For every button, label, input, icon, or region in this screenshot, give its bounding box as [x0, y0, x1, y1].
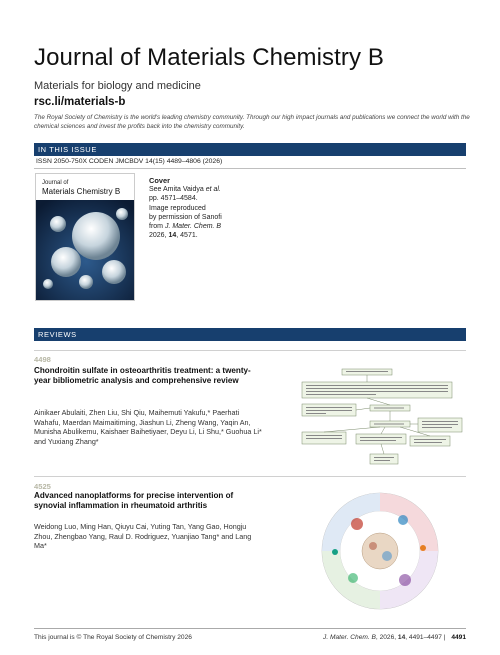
- cover-image: [35, 173, 135, 301]
- cover-credit-line2: by permission of Sanofi: [149, 213, 222, 221]
- article-title[interactable]: Advanced nanoplatforms for precise intervention of synovial inflammation in rheumatoid arthritis: [34, 491, 234, 511]
- divider: [34, 350, 466, 351]
- article-authors: Weidong Luo, Ming Han, Qiuyu Cai, Yuting Tan, Yang Gao, Hongju Zhou, Zhengbao Yang, Raul D. Rodriguez, Yuanjiao Tang* and Lang Ma*: [34, 522, 252, 551]
- graphical-abstract-flowchart: [300, 368, 465, 470]
- divider: [34, 168, 466, 169]
- cover-pages: pp. 4571–4584.: [149, 195, 198, 203]
- article-title[interactable]: Chondroitin sulfate in osteoarthritis treatment: a twenty-year bibliometric analysis and comprehensive review: [34, 366, 251, 386]
- flowchart-box: [410, 436, 450, 446]
- cover-see-line: See Amita Vaidya et al.: [149, 186, 221, 194]
- cover-citation-volume: 2026, 14, 4571.: [149, 232, 198, 240]
- cover-caption: [149, 176, 259, 240]
- cover-title-line2: Materials Chemistry B: [42, 187, 121, 196]
- cover-heading: Cover: [149, 176, 170, 185]
- journal-subtitle: Materials for biology and medicine: [34, 80, 201, 92]
- cover-citation: from J. Mater. Chem. B: [149, 223, 222, 231]
- article-page-number[interactable]: 4525: [34, 482, 51, 491]
- issn-line: ISSN 2050-750X CODEN JMCBDV 14(15) 4489–4806 (2026): [36, 158, 223, 165]
- footer-copyright: This journal is © The Royal Society of Chemistry 2026: [34, 634, 192, 641]
- reviews-bar: REVIEWS: [34, 328, 466, 341]
- flowchart-box: [370, 454, 398, 464]
- cover-title-line1: Journal of: [42, 180, 69, 186]
- divider: [34, 476, 466, 477]
- article-page-number[interactable]: 4498: [34, 355, 51, 364]
- page-number: 4491: [451, 634, 466, 641]
- flowchart-box: [302, 382, 452, 398]
- flowchart-box: [356, 434, 406, 444]
- graphical-abstract-circle: [305, 490, 455, 612]
- footer-divider: [34, 628, 466, 629]
- journal-title: Journal of Materials Chemistry B: [34, 44, 384, 71]
- cover-credit-line1: Image reproduced: [149, 204, 206, 212]
- footer-citation: J. Mater. Chem. B, 2026, 14, 4491–4497 | 4491: [323, 634, 466, 641]
- article-authors: Ainikaer Abulaiti, Zhen Liu, Shi Qiu, Maihemuti Yakufu,* Paerhati Wahafu, Maerdan Maimaitiming, Jiashun Li, Zheng Wang, Yaqin An, Munisha Abulikemu, Kaishaer Baihetiyaer, Deyu Li, Li Shu,* Guohua Li* and Yuxiang Zhang*: [34, 408, 262, 447]
- journal-url[interactable]: rsc.li/materials-b: [34, 96, 126, 108]
- in-this-issue-bar: IN THIS ISSUE: [34, 143, 466, 156]
- journal-blurb: The Royal Society of Chemistry is the world's leading chemistry community. Through our high impact journals and publications we connect the world with the chemical sciences and invest the profits back into the chemistry community.: [34, 114, 470, 130]
